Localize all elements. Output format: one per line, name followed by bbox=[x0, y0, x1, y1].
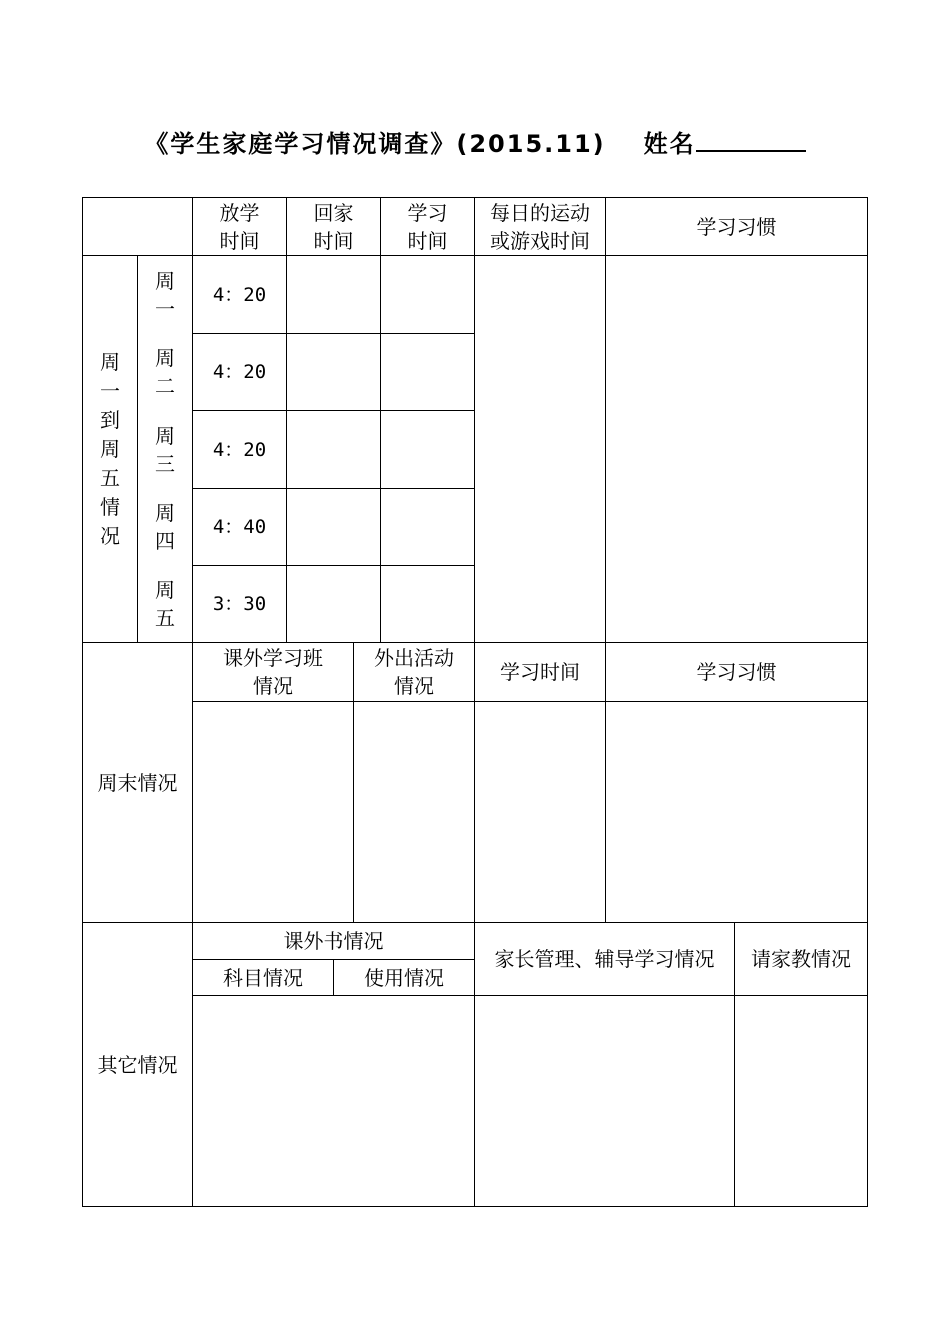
header-study-habits: 学习习惯 bbox=[696, 214, 777, 239]
title-text: 《学生家庭学习情况调查》(2015.11) bbox=[144, 130, 606, 158]
weekday-section-label: 周 一 到 周 五 情 况 bbox=[100, 349, 120, 548]
day-label-tue: 周 二 bbox=[155, 346, 175, 398]
other-section-label: 其它情况 bbox=[97, 1052, 178, 1077]
day-label-wed: 周 三 bbox=[155, 423, 175, 476]
header-weekend-study-habits: 学习习惯 bbox=[696, 660, 777, 684]
header-parent-guidance: 家长管理、辅导学习情况 bbox=[494, 947, 715, 971]
header-extra-class: 课外学习班 情况 bbox=[223, 646, 323, 698]
name-label: 姓名 bbox=[643, 130, 696, 158]
day-label-thu: 周 四 bbox=[155, 501, 175, 553]
header-weekend-study-time: 学习时间 bbox=[500, 660, 580, 684]
leave-time-tue: 4：20 bbox=[212, 361, 267, 383]
leave-time-thu: 4：40 bbox=[212, 516, 267, 538]
header-exercise-time: 每日的运动 或游戏时间 bbox=[490, 200, 590, 253]
header-tutor: 请家教情况 bbox=[751, 947, 851, 971]
weekend-section-label: 周末情况 bbox=[97, 770, 178, 795]
header-subjects: 科目情况 bbox=[223, 965, 303, 990]
header-home-time: 回家 时间 bbox=[313, 200, 354, 253]
header-usage: 使用情况 bbox=[364, 965, 444, 990]
header-leave-school-time: 放学 时间 bbox=[219, 200, 260, 253]
leave-time-wed: 4：20 bbox=[212, 438, 267, 461]
leave-time-mon: 4：20 bbox=[212, 283, 267, 306]
day-label-mon: 周 一 bbox=[155, 268, 175, 321]
header-extra-books: 课外书情况 bbox=[283, 929, 384, 953]
day-label-fri: 周 五 bbox=[155, 578, 175, 630]
header-study-time: 学习 时间 bbox=[407, 200, 448, 253]
leave-time-fri: 3：30 bbox=[212, 593, 267, 615]
header-outing: 外出活动 情况 bbox=[374, 646, 454, 698]
